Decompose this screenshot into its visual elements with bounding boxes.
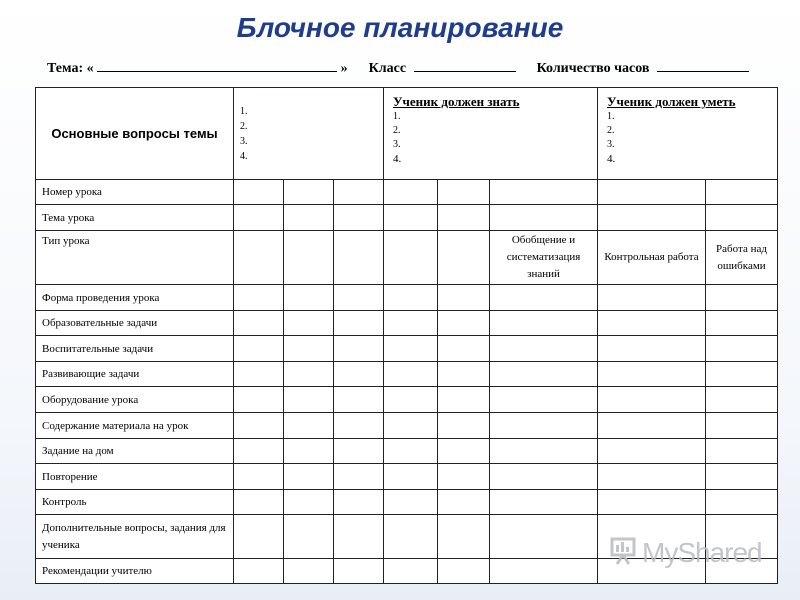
table-cell	[490, 336, 598, 362]
table-cell	[706, 439, 778, 464]
table-cell	[490, 559, 598, 584]
table-cell	[706, 336, 778, 362]
table-cell	[598, 387, 706, 413]
table-cell	[234, 362, 284, 387]
row-label: Оборудование урока	[36, 387, 234, 413]
table-cell	[598, 336, 706, 362]
hours-blank	[657, 58, 749, 72]
row-label: Форма проведения урока	[36, 285, 234, 311]
table-cell	[334, 231, 384, 285]
row-label: Контроль	[36, 490, 234, 515]
table-cell	[284, 559, 334, 584]
table-cell	[598, 205, 706, 231]
table-cell	[384, 413, 438, 439]
row-label: Образовательные задачи	[36, 311, 234, 336]
table-cell	[334, 559, 384, 584]
page-title: Блочное планирование	[236, 12, 564, 43]
table-cell	[384, 336, 438, 362]
table-cell	[234, 285, 284, 311]
table-cell	[438, 205, 490, 231]
table-cell	[284, 413, 334, 439]
table-cell	[334, 311, 384, 336]
table-cell	[598, 311, 706, 336]
theme-blank	[97, 58, 337, 72]
row-label: Тип урока	[36, 231, 234, 285]
table-cell	[284, 439, 334, 464]
table-cell	[384, 464, 438, 490]
lesson-type-note: Контрольная работа	[598, 231, 706, 285]
table-cell	[438, 336, 490, 362]
table-cell	[234, 490, 284, 515]
table-cell	[334, 180, 384, 205]
table-row	[36, 205, 778, 231]
table-cell	[384, 311, 438, 336]
table-cell	[490, 464, 598, 490]
table-cell	[334, 285, 384, 311]
table-row	[36, 231, 778, 285]
must-be-able-item: 4.	[607, 153, 616, 165]
table-cell	[438, 490, 490, 515]
table-cell	[490, 490, 598, 515]
row-label: Содержание материала на урок	[36, 413, 234, 439]
table-row	[36, 413, 778, 439]
table-cell	[438, 231, 490, 285]
table-cell	[284, 490, 334, 515]
table-cell	[706, 311, 778, 336]
question-number: 4.	[240, 150, 248, 162]
table-row	[36, 490, 778, 515]
row-label: Номер урока	[36, 180, 234, 205]
table-cell	[284, 515, 334, 559]
table-cell	[706, 362, 778, 387]
table-cell	[598, 180, 706, 205]
row-label: Тема урока	[36, 205, 234, 231]
row-label: Задание на дом	[36, 439, 234, 464]
table-cell	[438, 464, 490, 490]
table-cell	[706, 387, 778, 413]
table-cell	[284, 205, 334, 231]
table-cell	[234, 413, 284, 439]
table-cell	[490, 387, 598, 413]
table-cell	[284, 180, 334, 205]
table-cell	[438, 413, 490, 439]
table-cell	[234, 231, 284, 285]
table-cell	[438, 387, 490, 413]
table-row	[36, 387, 778, 413]
table-cell	[598, 362, 706, 387]
table-row	[36, 180, 778, 205]
table-cell	[706, 464, 778, 490]
table-cell	[384, 285, 438, 311]
table-cell	[334, 490, 384, 515]
planning-table	[35, 87, 778, 584]
lesson-type-note: Работа над ошибками	[706, 231, 778, 285]
table-cell	[284, 387, 334, 413]
table-cell	[598, 285, 706, 311]
table-cell	[334, 336, 384, 362]
table-row	[36, 439, 778, 464]
table-cell	[384, 205, 438, 231]
table-cell	[334, 387, 384, 413]
class-label: Класс	[368, 61, 407, 76]
table-row	[36, 285, 778, 311]
table-cell	[334, 464, 384, 490]
row-label: Воспитательные задачи	[36, 336, 234, 362]
must-know-item: 4.	[393, 153, 402, 165]
table-row	[36, 362, 778, 387]
must-be-able-header	[598, 88, 778, 180]
table-cell	[438, 515, 490, 559]
presentation-board-icon	[608, 536, 638, 573]
table-cell	[384, 559, 438, 584]
table-cell	[384, 490, 438, 515]
table-cell	[384, 231, 438, 285]
table-cell	[284, 464, 334, 490]
theme-close: »	[340, 61, 348, 76]
table-cell	[706, 205, 778, 231]
question-number: 1.	[240, 105, 248, 117]
table-cell	[234, 515, 284, 559]
table-cell	[234, 180, 284, 205]
table-cell	[706, 490, 778, 515]
table-cell	[438, 311, 490, 336]
row-label: Повторение	[36, 464, 234, 490]
table-cell	[234, 559, 284, 584]
row-label: Рекомендации учителю	[36, 559, 234, 584]
table-cell	[490, 285, 598, 311]
table-cell	[334, 515, 384, 559]
theme-line	[47, 58, 787, 77]
header-row	[36, 88, 778, 180]
table-cell	[438, 559, 490, 584]
table-cell	[438, 180, 490, 205]
must-know-caption: Ученик должен знать	[393, 94, 520, 109]
row-label: Развивающие задачи	[36, 362, 234, 387]
theme-label: Тема: «	[47, 61, 94, 76]
table-cell	[284, 285, 334, 311]
table-cell	[234, 311, 284, 336]
table-cell	[438, 285, 490, 311]
table-cell	[706, 285, 778, 311]
lesson-type-note: Обобщение и систематизация знаний	[490, 231, 598, 285]
table-cell	[384, 387, 438, 413]
table-cell	[334, 413, 384, 439]
table-cell	[706, 413, 778, 439]
question-number: 2.	[240, 120, 248, 132]
table-cell	[384, 362, 438, 387]
table-cell	[334, 439, 384, 464]
table-row	[36, 336, 778, 362]
table-cell	[706, 180, 778, 205]
must-know-item: 3.	[393, 139, 401, 150]
table-row	[36, 464, 778, 490]
table-cell	[384, 180, 438, 205]
table-cell	[490, 515, 598, 559]
must-be-able-item: 1.	[607, 111, 615, 122]
table-cell	[234, 336, 284, 362]
table-cell	[490, 180, 598, 205]
table-cell	[234, 464, 284, 490]
table-cell	[284, 336, 334, 362]
table-cell	[438, 439, 490, 464]
class-blank	[414, 58, 516, 72]
question-number: 3.	[240, 135, 248, 147]
table-cell	[234, 439, 284, 464]
table-cell	[284, 311, 334, 336]
table-cell	[598, 464, 706, 490]
table-cell	[598, 413, 706, 439]
table-cell	[490, 311, 598, 336]
table-cell	[234, 205, 284, 231]
must-know-item: 1.	[393, 111, 401, 122]
must-be-able-caption: Ученик должен уметь	[607, 94, 736, 109]
must-know-header	[384, 88, 598, 180]
table-cell	[490, 413, 598, 439]
must-be-able-item: 3.	[607, 139, 615, 150]
table-cell	[284, 231, 334, 285]
row-label: Дополнительные вопросы, задания для ученика	[36, 515, 234, 559]
table-cell	[384, 439, 438, 464]
table-cell	[284, 362, 334, 387]
table-cell	[598, 439, 706, 464]
watermark-text: MyShared	[642, 537, 762, 568]
watermark-logo	[608, 536, 762, 573]
table-cell	[490, 362, 598, 387]
must-know-item: 2.	[393, 125, 401, 136]
must-be-able-item: 2.	[607, 125, 615, 136]
hours-label: Количество часов	[536, 61, 650, 76]
table-cell	[490, 205, 598, 231]
table-row	[36, 311, 778, 336]
table-cell	[334, 205, 384, 231]
questions-numbers	[234, 88, 384, 180]
table-cell	[234, 387, 284, 413]
table-cell	[490, 439, 598, 464]
table-cell	[384, 515, 438, 559]
table-cell	[334, 362, 384, 387]
table-cell	[598, 490, 706, 515]
main-questions-header: Основные вопросы темы	[36, 88, 234, 180]
table-cell	[438, 362, 490, 387]
